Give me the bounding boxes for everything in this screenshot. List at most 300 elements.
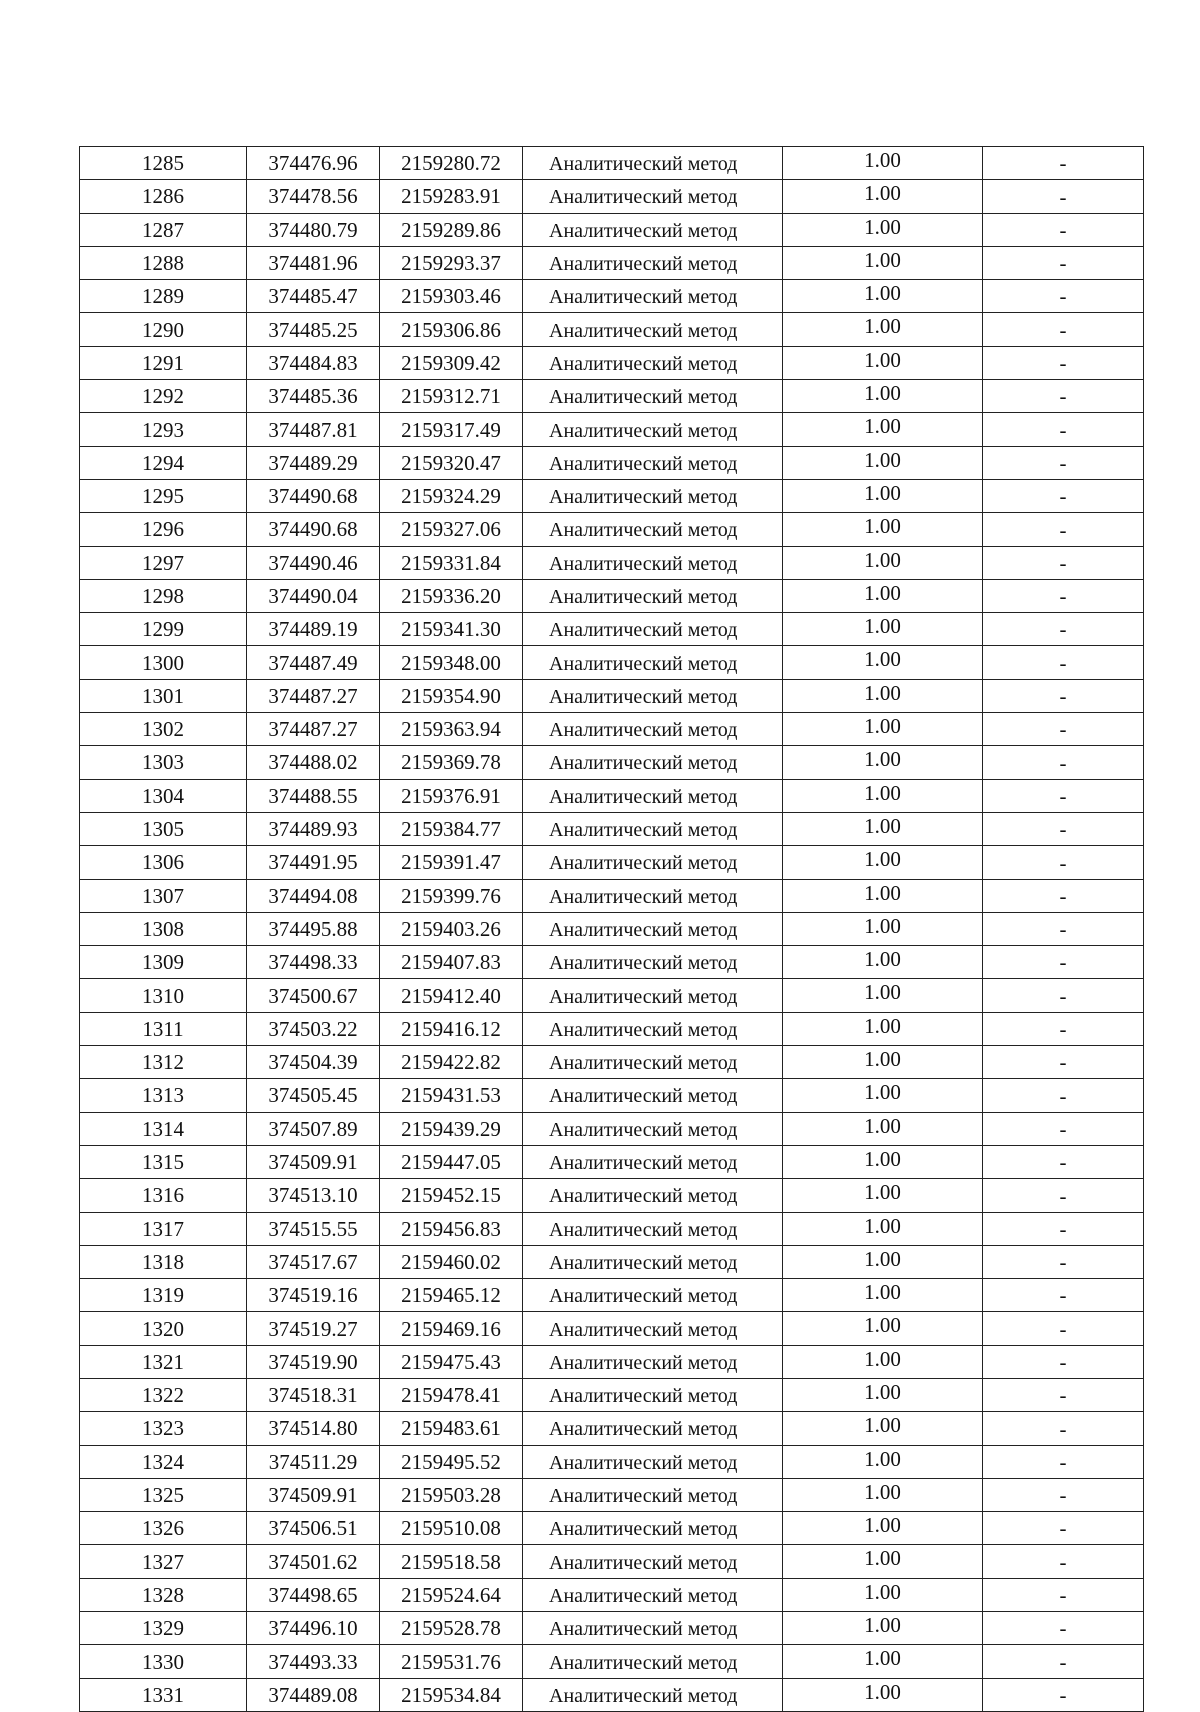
note-cell: - [983, 812, 1144, 845]
y-coordinate-cell: 2159309.42 [380, 346, 523, 379]
note-cell: - [983, 679, 1144, 712]
table-row [80, 1112, 1144, 1145]
y-coordinate-cell: 2159528.78 [380, 1612, 523, 1645]
note-cell: - [983, 346, 1144, 379]
accuracy-cell: 1.00 [783, 679, 983, 712]
x-coordinate-cell: 374509.91 [247, 1145, 380, 1178]
y-coordinate-cell: 2159399.76 [380, 879, 523, 912]
method-cell: Аналитический метод [523, 346, 783, 379]
y-coordinate-cell: 2159518.58 [380, 1545, 523, 1578]
x-coordinate-cell: 374487.49 [247, 646, 380, 679]
x-coordinate-cell: 374490.68 [247, 513, 380, 546]
accuracy-cell: 1.00 [783, 1079, 983, 1112]
table-row [80, 713, 1144, 746]
table-row [80, 579, 1144, 612]
note-cell: - [983, 1478, 1144, 1511]
note-cell: - [983, 1145, 1144, 1178]
point-number-cell: 1310 [80, 979, 247, 1012]
y-coordinate-cell: 2159412.40 [380, 979, 523, 1012]
x-coordinate-cell: 374514.80 [247, 1412, 380, 1445]
accuracy-cell: 1.00 [783, 979, 983, 1012]
accuracy-cell: 1.00 [783, 1145, 983, 1178]
y-coordinate-cell: 2159478.41 [380, 1378, 523, 1411]
y-coordinate-cell: 2159324.29 [380, 479, 523, 512]
point-number-cell: 1324 [80, 1445, 247, 1478]
table-row [80, 1578, 1144, 1611]
note-cell: - [983, 979, 1144, 1012]
accuracy-cell: 1.00 [783, 1279, 983, 1312]
accuracy-cell: 1.00 [783, 1245, 983, 1278]
y-coordinate-cell: 2159495.52 [380, 1445, 523, 1478]
coordinates-table [79, 146, 1144, 1712]
point-number-cell: 1293 [80, 413, 247, 446]
x-coordinate-cell: 374490.04 [247, 579, 380, 612]
point-number-cell: 1304 [80, 779, 247, 812]
point-number-cell: 1311 [80, 1012, 247, 1045]
note-cell: - [983, 1612, 1144, 1645]
accuracy-cell: 1.00 [783, 413, 983, 446]
accuracy-cell: 1.00 [783, 246, 983, 279]
point-number-cell: 1292 [80, 380, 247, 413]
y-coordinate-cell: 2159431.53 [380, 1079, 523, 1112]
table-row [80, 413, 1144, 446]
note-cell: - [983, 513, 1144, 546]
accuracy-cell: 1.00 [783, 1179, 983, 1212]
table-row [80, 879, 1144, 912]
accuracy-cell: 1.00 [783, 1112, 983, 1145]
accuracy-cell: 1.00 [783, 180, 983, 213]
method-cell: Аналитический метод [523, 1378, 783, 1411]
y-coordinate-cell: 2159403.26 [380, 912, 523, 945]
note-cell: - [983, 946, 1144, 979]
y-coordinate-cell: 2159452.15 [380, 1179, 523, 1212]
point-number-cell: 1306 [80, 846, 247, 879]
method-cell: Аналитический метод [523, 213, 783, 246]
table-row [80, 1046, 1144, 1079]
point-number-cell: 1305 [80, 812, 247, 845]
y-coordinate-cell: 2159460.02 [380, 1245, 523, 1278]
x-coordinate-cell: 374496.10 [247, 1612, 380, 1645]
method-cell: Аналитический метод [523, 313, 783, 346]
table-row [80, 180, 1144, 213]
x-coordinate-cell: 374487.27 [247, 679, 380, 712]
method-cell: Аналитический метод [523, 679, 783, 712]
y-coordinate-cell: 2159303.46 [380, 280, 523, 313]
x-coordinate-cell: 374506.51 [247, 1512, 380, 1545]
x-coordinate-cell: 374493.33 [247, 1645, 380, 1678]
x-coordinate-cell: 374491.95 [247, 846, 380, 879]
x-coordinate-cell: 374489.08 [247, 1678, 380, 1711]
note-cell: - [983, 779, 1144, 812]
accuracy-cell: 1.00 [783, 380, 983, 413]
x-coordinate-cell: 374489.93 [247, 812, 380, 845]
point-number-cell: 1319 [80, 1279, 247, 1312]
method-cell: Аналитический метод [523, 1245, 783, 1278]
point-number-cell: 1331 [80, 1678, 247, 1711]
note-cell: - [983, 546, 1144, 579]
note-cell: - [983, 1678, 1144, 1711]
method-cell: Аналитический метод [523, 1678, 783, 1711]
accuracy-cell: 1.00 [783, 1378, 983, 1411]
method-cell: Аналитический метод [523, 246, 783, 279]
table-row [80, 1312, 1144, 1345]
x-coordinate-cell: 374485.47 [247, 280, 380, 313]
y-coordinate-cell: 2159465.12 [380, 1279, 523, 1312]
method-cell: Аналитический метод [523, 1212, 783, 1245]
accuracy-cell: 1.00 [783, 1645, 983, 1678]
table-row [80, 1378, 1144, 1411]
x-coordinate-cell: 374511.29 [247, 1445, 380, 1478]
x-coordinate-cell: 374478.56 [247, 180, 380, 213]
table-row [80, 213, 1144, 246]
method-cell: Аналитический метод [523, 180, 783, 213]
y-coordinate-cell: 2159283.91 [380, 180, 523, 213]
table-row [80, 513, 1144, 546]
y-coordinate-cell: 2159534.84 [380, 1678, 523, 1711]
method-cell: Аналитический метод [523, 979, 783, 1012]
accuracy-cell: 1.00 [783, 1578, 983, 1611]
y-coordinate-cell: 2159306.86 [380, 313, 523, 346]
accuracy-cell: 1.00 [783, 912, 983, 945]
table-row [80, 1645, 1144, 1678]
accuracy-cell: 1.00 [783, 1678, 983, 1711]
x-coordinate-cell: 374485.36 [247, 380, 380, 413]
x-coordinate-cell: 374507.89 [247, 1112, 380, 1145]
accuracy-cell: 1.00 [783, 1445, 983, 1478]
accuracy-cell: 1.00 [783, 446, 983, 479]
y-coordinate-cell: 2159503.28 [380, 1478, 523, 1511]
method-cell: Аналитический метод [523, 912, 783, 945]
x-coordinate-cell: 374480.79 [247, 213, 380, 246]
x-coordinate-cell: 374513.10 [247, 1179, 380, 1212]
method-cell: Аналитический метод [523, 1079, 783, 1112]
table-row [80, 1678, 1144, 1711]
note-cell: - [983, 1378, 1144, 1411]
point-number-cell: 1314 [80, 1112, 247, 1145]
note-cell: - [983, 213, 1144, 246]
table-row [80, 812, 1144, 845]
x-coordinate-cell: 374503.22 [247, 1012, 380, 1045]
note-cell: - [983, 1312, 1144, 1345]
y-coordinate-cell: 2159312.71 [380, 380, 523, 413]
y-coordinate-cell: 2159354.90 [380, 679, 523, 712]
accuracy-cell: 1.00 [783, 1012, 983, 1045]
method-cell: Аналитический метод [523, 746, 783, 779]
method-cell: Аналитический метод [523, 1012, 783, 1045]
x-coordinate-cell: 374481.96 [247, 246, 380, 279]
table-row [80, 280, 1144, 313]
y-coordinate-cell: 2159289.86 [380, 213, 523, 246]
y-coordinate-cell: 2159483.61 [380, 1412, 523, 1445]
y-coordinate-cell: 2159524.64 [380, 1578, 523, 1611]
note-cell: - [983, 1012, 1144, 1045]
y-coordinate-cell: 2159391.47 [380, 846, 523, 879]
x-coordinate-cell: 374498.65 [247, 1578, 380, 1611]
accuracy-cell: 1.00 [783, 479, 983, 512]
method-cell: Аналитический метод [523, 1112, 783, 1145]
y-coordinate-cell: 2159407.83 [380, 946, 523, 979]
method-cell: Аналитический метод [523, 613, 783, 646]
note-cell: - [983, 912, 1144, 945]
y-coordinate-cell: 2159416.12 [380, 1012, 523, 1045]
y-coordinate-cell: 2159317.49 [380, 413, 523, 446]
point-number-cell: 1313 [80, 1079, 247, 1112]
point-number-cell: 1329 [80, 1612, 247, 1645]
note-cell: - [983, 1512, 1144, 1545]
accuracy-cell: 1.00 [783, 1212, 983, 1245]
table-row [80, 1212, 1144, 1245]
accuracy-cell: 1.00 [783, 1478, 983, 1511]
point-number-cell: 1288 [80, 246, 247, 279]
note-cell: - [983, 280, 1144, 313]
note-cell: - [983, 613, 1144, 646]
y-coordinate-cell: 2159469.16 [380, 1312, 523, 1345]
coordinates-table-body [80, 147, 1144, 1712]
point-number-cell: 1294 [80, 446, 247, 479]
point-number-cell: 1286 [80, 180, 247, 213]
table-row [80, 1179, 1144, 1212]
table-row [80, 1512, 1144, 1545]
note-cell: - [983, 1279, 1144, 1312]
accuracy-cell: 1.00 [783, 346, 983, 379]
method-cell: Аналитический метод [523, 879, 783, 912]
table-row [80, 346, 1144, 379]
y-coordinate-cell: 2159363.94 [380, 713, 523, 746]
table-row [80, 1545, 1144, 1578]
method-cell: Аналитический метод [523, 280, 783, 313]
method-cell: Аналитический метод [523, 1179, 783, 1212]
table-row [80, 746, 1144, 779]
accuracy-cell: 1.00 [783, 646, 983, 679]
note-cell: - [983, 1179, 1144, 1212]
y-coordinate-cell: 2159293.37 [380, 246, 523, 279]
accuracy-cell: 1.00 [783, 613, 983, 646]
accuracy-cell: 1.00 [783, 746, 983, 779]
method-cell: Аналитический метод [523, 1345, 783, 1378]
accuracy-cell: 1.00 [783, 513, 983, 546]
point-number-cell: 1289 [80, 280, 247, 313]
note-cell: - [983, 479, 1144, 512]
point-number-cell: 1325 [80, 1478, 247, 1511]
table-row [80, 779, 1144, 812]
table-row [80, 446, 1144, 479]
note-cell: - [983, 313, 1144, 346]
y-coordinate-cell: 2159280.72 [380, 147, 523, 180]
accuracy-cell: 1.00 [783, 313, 983, 346]
y-coordinate-cell: 2159336.20 [380, 579, 523, 612]
note-cell: - [983, 1079, 1144, 1112]
point-number-cell: 1299 [80, 613, 247, 646]
method-cell: Аналитический метод [523, 1545, 783, 1578]
method-cell: Аналитический метод [523, 446, 783, 479]
y-coordinate-cell: 2159376.91 [380, 779, 523, 812]
y-coordinate-cell: 2159327.06 [380, 513, 523, 546]
note-cell: - [983, 1245, 1144, 1278]
accuracy-cell: 1.00 [783, 1312, 983, 1345]
accuracy-cell: 1.00 [783, 846, 983, 879]
y-coordinate-cell: 2159384.77 [380, 812, 523, 845]
table-row [80, 546, 1144, 579]
accuracy-cell: 1.00 [783, 713, 983, 746]
note-cell: - [983, 746, 1144, 779]
method-cell: Аналитический метод [523, 479, 783, 512]
point-number-cell: 1309 [80, 946, 247, 979]
x-coordinate-cell: 374517.67 [247, 1245, 380, 1278]
note-cell: - [983, 846, 1144, 879]
table-row [80, 1345, 1144, 1378]
point-number-cell: 1318 [80, 1245, 247, 1278]
accuracy-cell: 1.00 [783, 1412, 983, 1445]
table-row [80, 479, 1144, 512]
table-row [80, 679, 1144, 712]
x-coordinate-cell: 374489.29 [247, 446, 380, 479]
note-cell: - [983, 1112, 1144, 1145]
y-coordinate-cell: 2159341.30 [380, 613, 523, 646]
accuracy-cell: 1.00 [783, 946, 983, 979]
method-cell: Аналитический метод [523, 579, 783, 612]
note-cell: - [983, 1578, 1144, 1611]
accuracy-cell: 1.00 [783, 579, 983, 612]
table-row [80, 246, 1144, 279]
accuracy-cell: 1.00 [783, 147, 983, 180]
method-cell: Аналитический метод [523, 779, 783, 812]
x-coordinate-cell: 374490.46 [247, 546, 380, 579]
method-cell: Аналитический метод [523, 1445, 783, 1478]
point-number-cell: 1291 [80, 346, 247, 379]
point-number-cell: 1315 [80, 1145, 247, 1178]
note-cell: - [983, 1645, 1144, 1678]
point-number-cell: 1322 [80, 1378, 247, 1411]
point-number-cell: 1312 [80, 1046, 247, 1079]
x-coordinate-cell: 374509.91 [247, 1478, 380, 1511]
method-cell: Аналитический метод [523, 413, 783, 446]
x-coordinate-cell: 374489.19 [247, 613, 380, 646]
note-cell: - [983, 879, 1144, 912]
point-number-cell: 1317 [80, 1212, 247, 1245]
note-cell: - [983, 246, 1144, 279]
table-row [80, 613, 1144, 646]
method-cell: Аналитический метод [523, 546, 783, 579]
x-coordinate-cell: 374485.25 [247, 313, 380, 346]
method-cell: Аналитический метод [523, 1612, 783, 1645]
note-cell: - [983, 413, 1144, 446]
point-number-cell: 1316 [80, 1179, 247, 1212]
method-cell: Аналитический метод [523, 147, 783, 180]
x-coordinate-cell: 374519.27 [247, 1312, 380, 1345]
accuracy-cell: 1.00 [783, 779, 983, 812]
x-coordinate-cell: 374504.39 [247, 1046, 380, 1079]
y-coordinate-cell: 2159348.00 [380, 646, 523, 679]
x-coordinate-cell: 374484.83 [247, 346, 380, 379]
x-coordinate-cell: 374505.45 [247, 1079, 380, 1112]
note-cell: - [983, 1345, 1144, 1378]
table-row [80, 380, 1144, 413]
table-row [80, 946, 1144, 979]
x-coordinate-cell: 374494.08 [247, 879, 380, 912]
table-row [80, 1012, 1144, 1045]
method-cell: Аналитический метод [523, 513, 783, 546]
point-number-cell: 1287 [80, 213, 247, 246]
point-number-cell: 1327 [80, 1545, 247, 1578]
point-number-cell: 1297 [80, 546, 247, 579]
table-row [80, 1612, 1144, 1645]
point-number-cell: 1302 [80, 713, 247, 746]
y-coordinate-cell: 2159422.82 [380, 1046, 523, 1079]
method-cell: Аналитический метод [523, 1645, 783, 1678]
accuracy-cell: 1.00 [783, 812, 983, 845]
note-cell: - [983, 1445, 1144, 1478]
accuracy-cell: 1.00 [783, 1612, 983, 1645]
note-cell: - [983, 147, 1144, 180]
point-number-cell: 1295 [80, 479, 247, 512]
note-cell: - [983, 1212, 1144, 1245]
method-cell: Аналитический метод [523, 946, 783, 979]
table-row [80, 646, 1144, 679]
note-cell: - [983, 713, 1144, 746]
table-row [80, 313, 1144, 346]
table-row [80, 1478, 1144, 1511]
point-number-cell: 1323 [80, 1412, 247, 1445]
table-row [80, 1145, 1144, 1178]
method-cell: Аналитический метод [523, 846, 783, 879]
y-coordinate-cell: 2159475.43 [380, 1345, 523, 1378]
table-row [80, 147, 1144, 180]
table-row [80, 912, 1144, 945]
point-number-cell: 1290 [80, 313, 247, 346]
y-coordinate-cell: 2159531.76 [380, 1645, 523, 1678]
note-cell: - [983, 1412, 1144, 1445]
method-cell: Аналитический метод [523, 1412, 783, 1445]
point-number-cell: 1308 [80, 912, 247, 945]
x-coordinate-cell: 374488.02 [247, 746, 380, 779]
table-row [80, 1445, 1144, 1478]
method-cell: Аналитический метод [523, 812, 783, 845]
x-coordinate-cell: 374519.90 [247, 1345, 380, 1378]
y-coordinate-cell: 2159331.84 [380, 546, 523, 579]
note-cell: - [983, 1545, 1144, 1578]
x-coordinate-cell: 374487.81 [247, 413, 380, 446]
x-coordinate-cell: 374515.55 [247, 1212, 380, 1245]
y-coordinate-cell: 2159320.47 [380, 446, 523, 479]
method-cell: Аналитический метод [523, 1578, 783, 1611]
point-number-cell: 1328 [80, 1578, 247, 1611]
x-coordinate-cell: 374476.96 [247, 147, 380, 180]
point-number-cell: 1303 [80, 746, 247, 779]
table-row [80, 846, 1144, 879]
table-row [80, 1279, 1144, 1312]
note-cell: - [983, 180, 1144, 213]
x-coordinate-cell: 374500.67 [247, 979, 380, 1012]
method-cell: Аналитический метод [523, 713, 783, 746]
method-cell: Аналитический метод [523, 1312, 783, 1345]
method-cell: Аналитический метод [523, 380, 783, 413]
note-cell: - [983, 380, 1144, 413]
table-row [80, 1079, 1144, 1112]
accuracy-cell: 1.00 [783, 280, 983, 313]
note-cell: - [983, 1046, 1144, 1079]
accuracy-cell: 1.00 [783, 879, 983, 912]
point-number-cell: 1307 [80, 879, 247, 912]
point-number-cell: 1330 [80, 1645, 247, 1678]
accuracy-cell: 1.00 [783, 546, 983, 579]
point-number-cell: 1300 [80, 646, 247, 679]
note-cell: - [983, 646, 1144, 679]
y-coordinate-cell: 2159447.05 [380, 1145, 523, 1178]
accuracy-cell: 1.00 [783, 213, 983, 246]
method-cell: Аналитический метод [523, 1279, 783, 1312]
x-coordinate-cell: 374498.33 [247, 946, 380, 979]
accuracy-cell: 1.00 [783, 1046, 983, 1079]
